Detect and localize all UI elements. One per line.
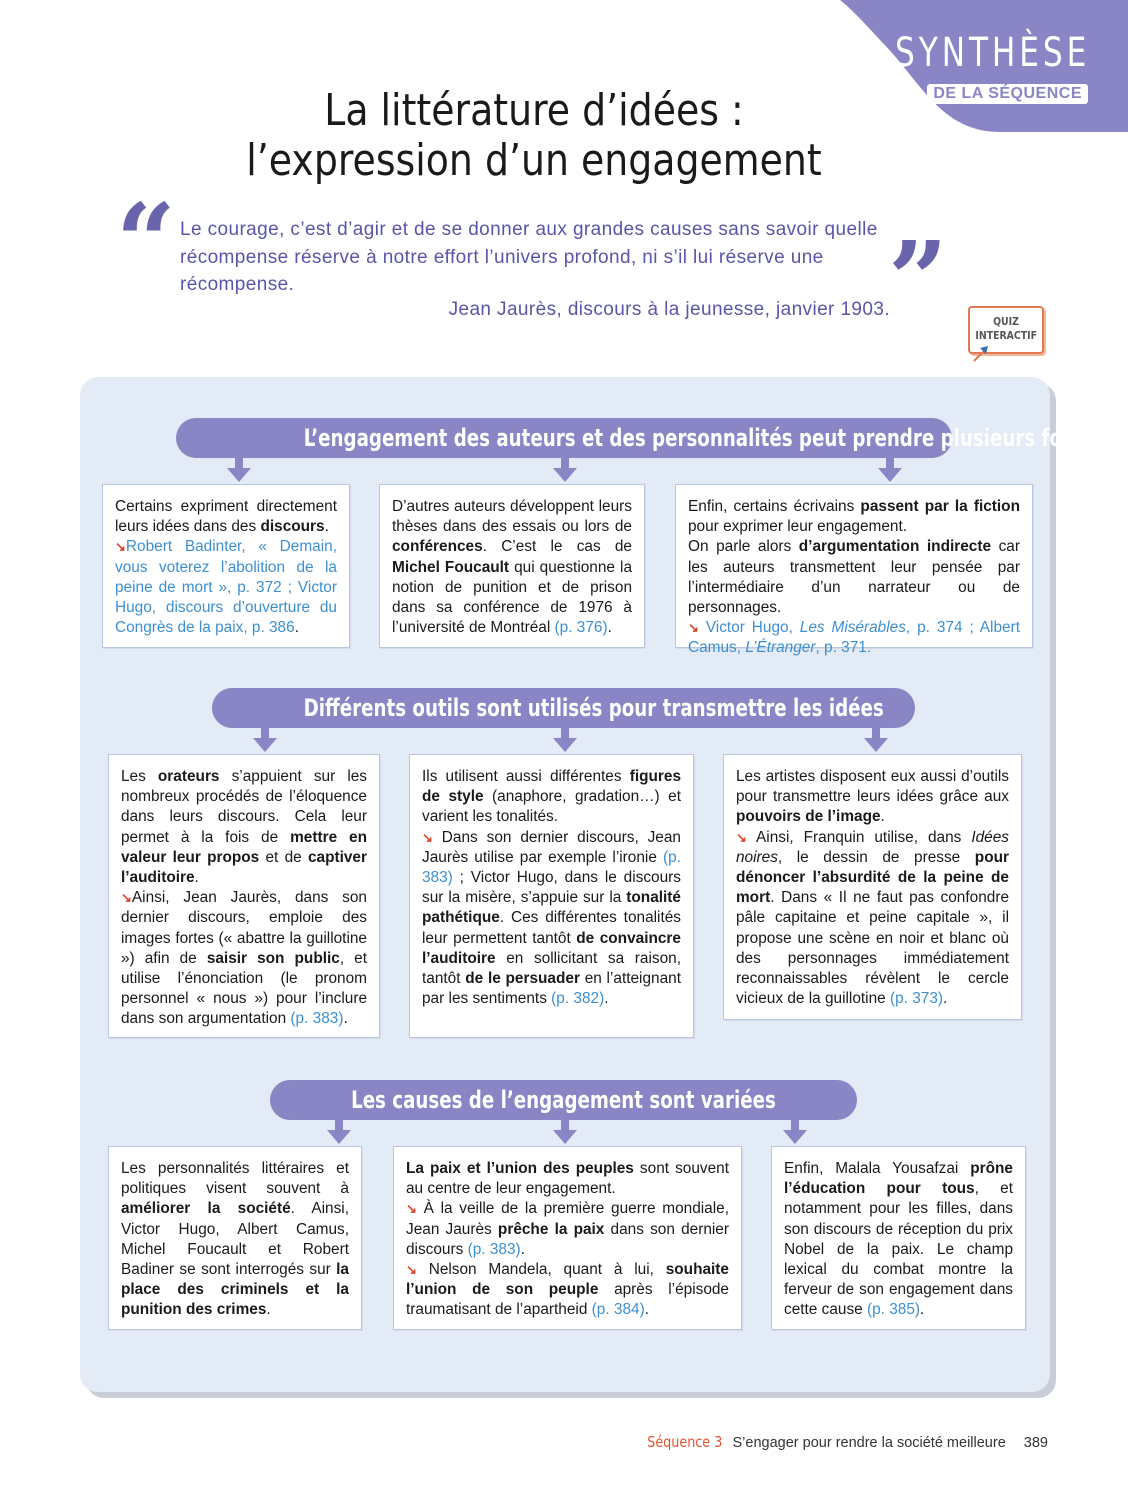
reference-link[interactable]: (p. 373) [890, 990, 944, 1008]
info-box-education: Enfin, Malala Yousafzai prône l’éducation pour tous, et notamment pour les filles, dans son discours de réception du prix Nobel de la paix. Le champ lexical du combat montre la ferveur de son engagement dans cette cause (p. 385). [771, 1146, 1026, 1330]
arrow-marker-icon: ↘ [121, 890, 132, 906]
arrow-marker-icon: ↘ [422, 829, 433, 845]
page-number: 389 [1023, 1435, 1048, 1451]
arrow-down-icon [326, 1120, 352, 1146]
reference-link[interactable]: Robert Badinter, « Demain, vous voterez l’abolition de la peine de mort », p. 372 ; Victor Hugo, discours d’ouverture du Congrès de la paix, p. 386 [115, 538, 337, 637]
arrow-down-icon [782, 1120, 808, 1146]
reference-link[interactable]: (p. 383) [290, 1010, 344, 1028]
reference-link[interactable]: (p. 383) [467, 1240, 521, 1258]
quote-text: Le courage, c’est d’agir et de se donner aux grandes causes sans savoir quelle récompense réserve à notre effort l’univers profond, ni s’il lui réserve une récompense. [180, 219, 878, 295]
info-box-essais: D’autres auteurs développent leurs thèses dans des essais ou lors de conférences. C’est le cas de Michel Foucault qui questionne la notion de punition et de prison dans sa conférence de 1976 à l’université de Montréal (p. 376). [379, 484, 645, 648]
reference-link[interactable]: (p. 382) [551, 990, 605, 1008]
quote-author: Jean Jaurès, discours à la jeunesse, janvier 1903. [448, 299, 890, 320]
arrow-down-icon [252, 728, 278, 754]
arrow-marker-icon: ↘ [115, 539, 126, 555]
synthese-title: SYNTHÈSE [894, 30, 1090, 76]
arrow-marker-icon: ↘ [406, 1201, 417, 1217]
arrow-down-icon [863, 728, 889, 754]
reference-link[interactable]: Victor Hugo, Les Misérables, p. 374 ; Albert Camus, L’Étranger, p. 371. [688, 619, 1020, 657]
quiz-label-line-1: QUIZ [993, 315, 1019, 328]
synthese-subtitle: DE LA SÉQUENCE [927, 84, 1088, 104]
info-box-orateurs: Les orateurs s’appuient sur les nombreux procédés de l’éloquence dans leurs discours. Cela leur permet à la fois de mettre en valeur leur propos et de captiver l’auditoire. ↘Ainsi, Jean Jaurès, dans son dernier discours, emploie des images fortes (« abattre la guillotine ») afin de saisir son public, et utilise l’énonciation (le pronom personnel « nous ») pour l’inclure dans son argumentation (p. 383). [108, 754, 380, 1038]
info-box-fiction: Enfin, certains écrivains passent par la fiction pour exprimer leur engagement. On parle alors d’argumentation indirecte car les auteurs transmettent leur pensée par l’intermédiaire d’un narrateur ou de personnages. ↘ Victor Hugo, Les Misérables, p. 374 ; Albert Camus, L’Étranger, p. 371. [675, 484, 1033, 648]
info-box-paix: La paix et l’union des peuples sont souvent au centre de leur engagement. ↘ À la veille de la première guerre mondiale, Jean Jaurès prêche la paix dans son dernier discours (p. 383). ↘ Nelson Mandela, quant à lui, souhaite l’union de son peuple après l’épisode traumatisant de l’apartheid (p. 384). [393, 1146, 742, 1330]
arrow-down-icon [552, 728, 578, 754]
footer-title: S’engager pour rendre la société meilleure [732, 1435, 1006, 1451]
reference-link[interactable]: (p. 376) [554, 619, 608, 637]
section-banner-causes: Les causes de l’engagement sont variées [270, 1080, 857, 1120]
arrow-down-icon [552, 458, 578, 484]
arrow-marker-icon: ↘ [736, 829, 747, 845]
arrow-down-icon [877, 458, 903, 484]
reference-link[interactable]: (p. 384) [591, 1301, 645, 1319]
reference-link[interactable]: (p. 385) [867, 1301, 921, 1319]
info-box-discours: Certains expriment directement leurs idées dans des discours. ↘Robert Badinter, « Demain, vous voterez l’abolition de la peine de mort », p. 372 ; Victor Hugo, discours d’ouverture du Congrès de la paix, p. 386. [102, 484, 350, 648]
arrow-marker-icon: ↘ [688, 620, 699, 636]
arrow-marker-icon: ↘ [406, 1262, 417, 1278]
quiz-label-line-2: INTERACTIF [975, 329, 1038, 342]
info-box-societe: Les personnalités littéraires et politiques visent souvent à améliorer la société. Ainsi, Victor Hugo, Albert Camus, Michel Foucault et Robert Badiner se sont interrogés sur la place des criminels et la punition des crimes. [108, 1146, 362, 1330]
arrow-down-icon [226, 458, 252, 484]
open-quote-icon: “ [116, 180, 176, 303]
pointer-cursor-icon [972, 343, 992, 363]
close-quote-icon: ” [888, 218, 948, 341]
page-title-line-2: l’expression d’un engagement [246, 135, 822, 186]
footer-sequence: Séquence 3 [647, 1433, 723, 1451]
info-box-image: Les artistes disposent eux aussi d’outils pour transmettre leurs idées grâce aux pouvoirs de l’image. ↘ Ainsi, Franquin utilise, dans Idées noires, le dessin de presse pour dénoncer l’absurdité de la peine de mort. Dans « Il ne faut pas confondre pâle capitaine et peine capitale », il propose une scène en noir et blanc où des personnages immédiatement reconnaissables révèlent le cercle vicieux de la guillotine (p. 373). [723, 754, 1022, 1020]
page-title-line-1: La littérature d’idées : [324, 85, 744, 136]
page-footer [634, 1433, 1048, 1451]
reference-link[interactable]: (p. 383) [422, 848, 681, 887]
page-title [75, 86, 993, 186]
info-box-figures-de-style: Ils utilisent aussi différentes figures de style (anaphore, gradation…) et varient les tonalités. ↘ Dans son dernier discours, Jean Jaurès utilise par exemple l’ironie (p. 383) ; Victor Hugo, dans le discours sur la misère, s’appuie sur la tonalité pathétique. Ces différentes tonalités leur permettent tantôt de convaincre l’auditoire en sollicitant sa raison, tantôt de le persuader en l’atteignant par les sentiments (p. 382). [409, 754, 694, 1038]
arrow-down-icon [552, 1120, 578, 1146]
section-banner-tools: Différents outils sont utilisés pour transmettre les idées [212, 688, 915, 728]
section-banner-forms: L’engagement des auteurs et des personnalités peut prendre plusieurs formes [176, 418, 952, 458]
